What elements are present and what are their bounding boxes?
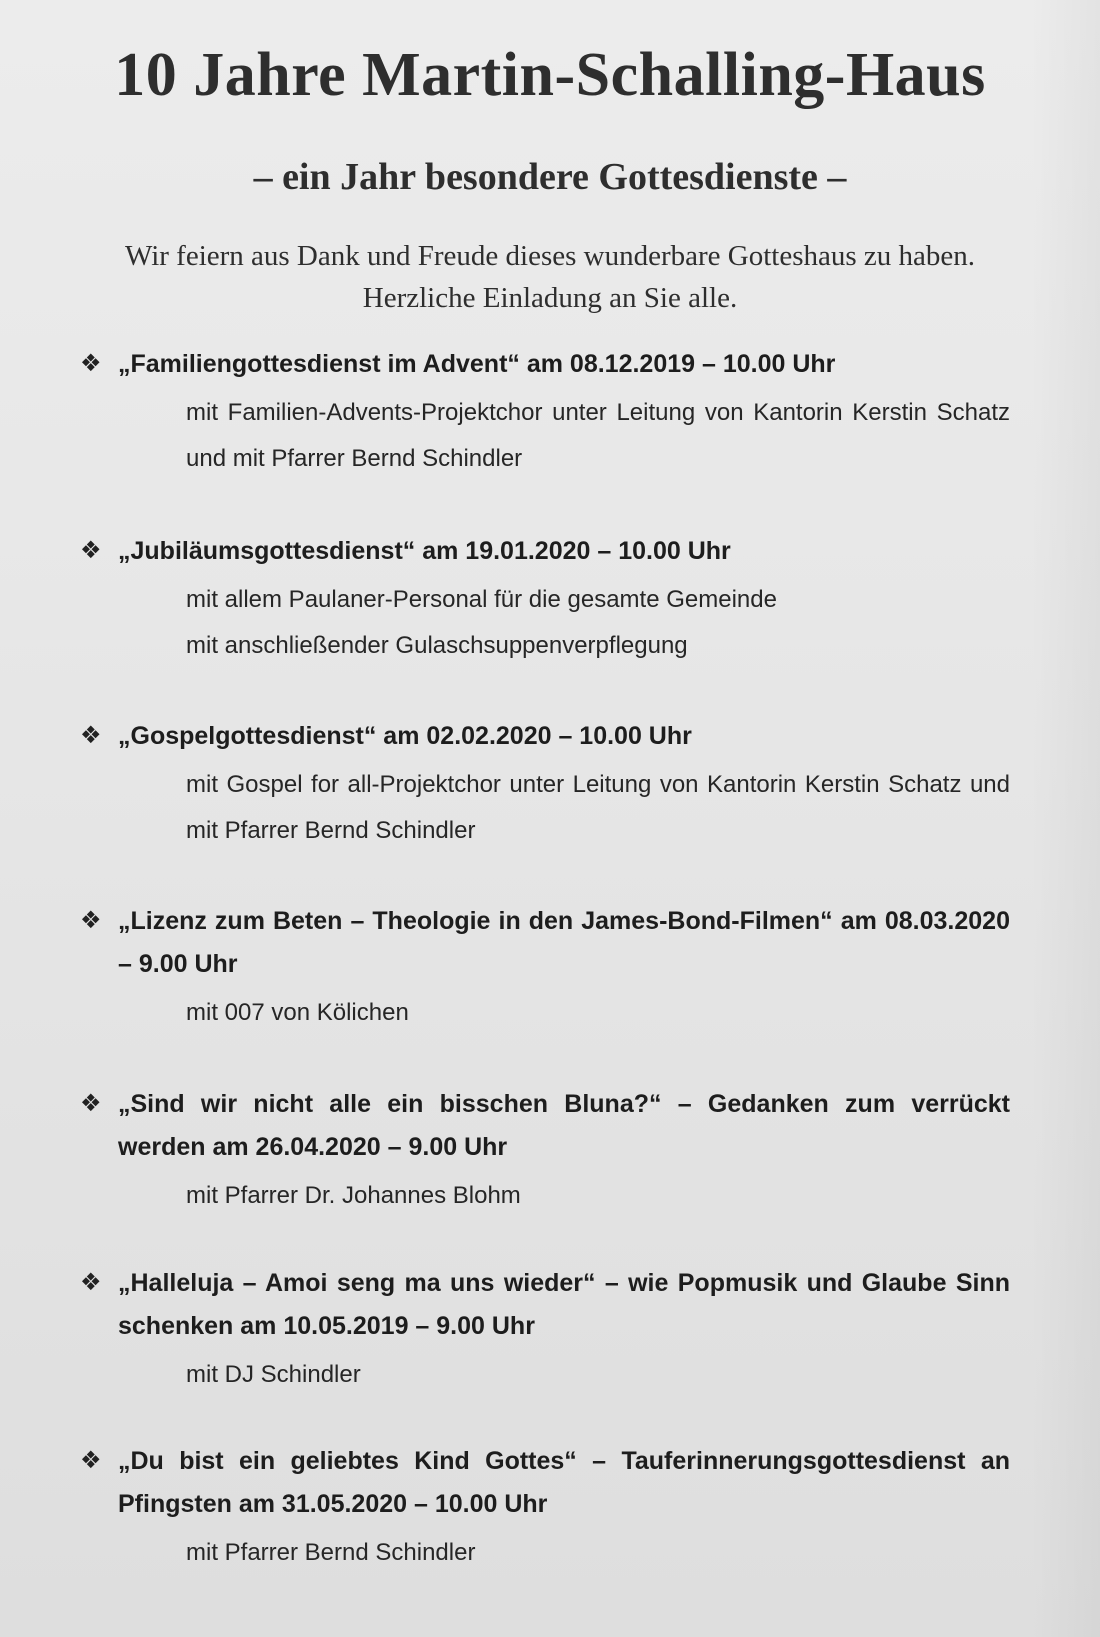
event-heading: „Halleluja – Amoi seng ma uns wieder“ – wie Popmusik und Glaube Sinn schenken am 10.05.2019 – 9.00 Uhr: [118, 1269, 1010, 1340]
event-detail: mit Gospel for all-Projektchor unter Leitung von Kantorin Kerstin Schatz und mit Pfarrer Bernd Schindler: [186, 771, 1010, 844]
event-item: [80, 1083, 1010, 1219]
event-item: [80, 530, 1010, 669]
event-detail: mit 007 von Kölichen: [186, 999, 409, 1026]
diamond-dots-icon: ❖: [80, 1268, 102, 1296]
diamond-dots-icon: ❖: [80, 536, 102, 564]
event-detail: mit Familien-Advents-Projektchor unter Leitung von Kantorin Kerstin Schatz und mit Pfarrer Bernd Schindler: [186, 399, 1010, 472]
event-item: [80, 1262, 1010, 1398]
diamond-dots-icon: ❖: [80, 1089, 102, 1117]
event-detail: mit Pfarrer Dr. Johannes Blohm: [186, 1182, 521, 1209]
page-title: 10 Jahre Martin-Schalling-Haus: [114, 41, 986, 109]
event-item: [80, 715, 1010, 854]
intro-text: Wir feiern aus Dank und Freude dieses wunderbare Gotteshaus zu haben. Herzliche Einladung an Sie alle.: [124, 240, 976, 314]
event-detail: mit DJ Schindler: [186, 1361, 361, 1388]
diamond-dots-icon: ❖: [80, 349, 102, 377]
event-item: [80, 1440, 1010, 1576]
diamond-dots-icon: ❖: [80, 1446, 102, 1474]
diamond-dots-icon: ❖: [80, 906, 102, 934]
event-heading: „Familiengottesdienst im Advent“ am 08.12.2019 – 10.00 Uhr: [118, 350, 836, 378]
event-heading: „Jubiläumsgottesdienst“ am 19.01.2020 – 10.00 Uhr: [118, 537, 731, 565]
event-detail: mit anschließender Gulaschsuppenverpflegung: [186, 632, 688, 659]
event-heading: „Gospelgottesdienst“ am 02.02.2020 – 10.00 Uhr: [118, 722, 692, 750]
event-item: [80, 343, 1010, 482]
event-detail: mit allem Paulaner-Personal für die gesamte Gemeinde: [186, 586, 777, 613]
event-heading: „Sind wir nicht alle ein bisschen Bluna?“ – Gedanken zum verrückt werden am 26.04.2020 – 9.00 Uhr: [118, 1090, 1010, 1161]
event-heading: „Du bist ein geliebtes Kind Gottes“ – Tauferinnerungsgottesdienst an Pfingsten am 31.05.2020 – 10.00 Uhr: [118, 1447, 1010, 1518]
event-heading: „Lizenz zum Beten – Theologie in den James-Bond-Filmen“ am 08.03.2020 – 9.00 Uhr: [118, 907, 1010, 978]
event-detail: mit Pfarrer Bernd Schindler: [186, 1539, 476, 1566]
page-subtitle: – ein Jahr besondere Gottesdienste –: [253, 156, 847, 198]
diamond-dots-icon: ❖: [80, 721, 102, 749]
event-item: [80, 900, 1010, 1036]
